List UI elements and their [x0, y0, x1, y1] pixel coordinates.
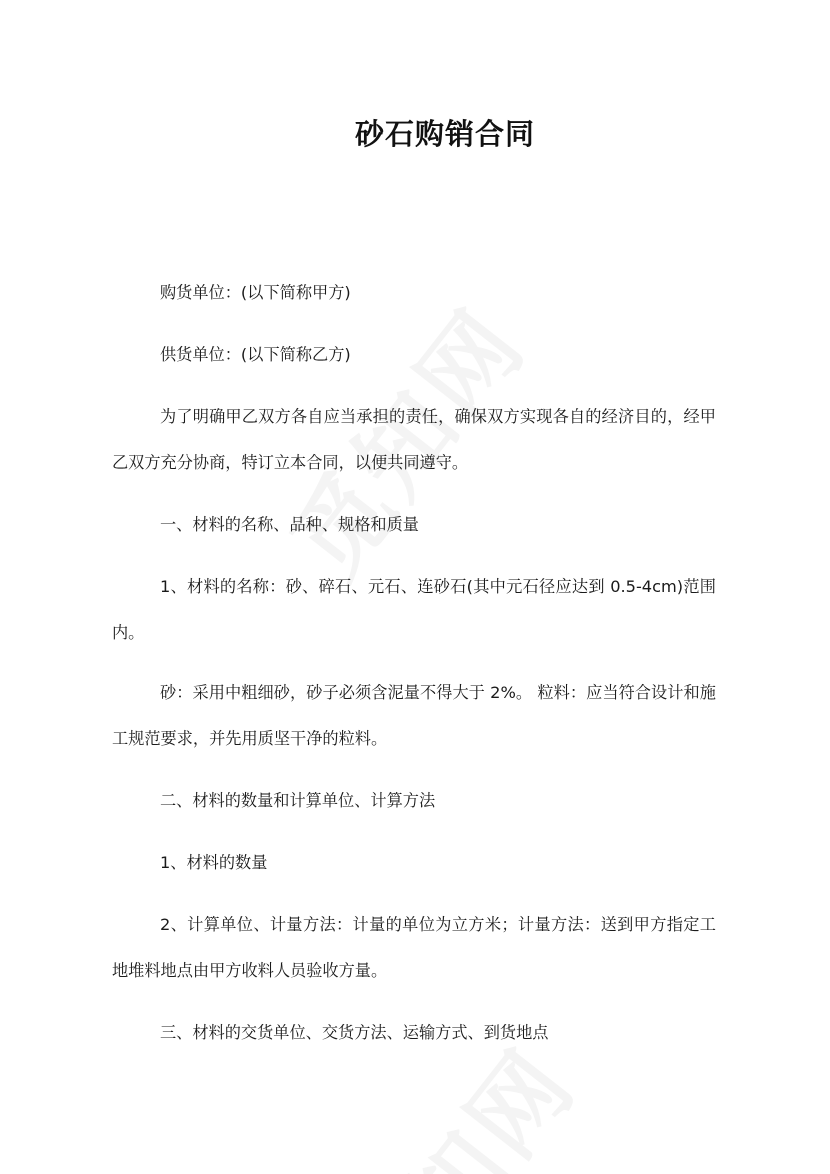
section-heading-1: 一、材料的名称、品种、规格和质量 — [160, 515, 419, 534]
paragraph-sand-spec: 砂：采用中粗细砂，砂子必须含泥量不得大于 2%。 粒料：应当符合设计和施工规范要求，并先用质坚干净的粒料。 — [112, 683, 716, 748]
paragraph-quantity: 1、材料的数量 — [160, 853, 268, 872]
paragraph-supplier: 供货单位：(以下简称乙方) — [160, 345, 351, 364]
paragraph-buyer: 购货单位：(以下简称甲方) — [160, 283, 351, 302]
section-heading-2: 二、材料的数量和计算单位、计算方法 — [160, 791, 436, 810]
paragraph-purpose: 为了明确甲乙双方各自应当承担的责任，确保双方实现各自的经济目的，经甲乙双方充分协商，特订立本合同，以便共同遵守。 — [112, 407, 716, 472]
paragraph-material-name: 1、材料的名称：砂、碎石、元石、连砂石(其中元石径应达到 0.5-4cm)范围内。 — [112, 577, 716, 642]
paragraph-calculation: 2、计算单位、计量方法：计量的单位为立方米；计量方法：送到甲方指定工地堆料地点由甲方收料人员验收方量。 — [112, 915, 716, 980]
document-title: 砂石购销合同 — [354, 117, 535, 151]
section-heading-3: 三、材料的交货单位、交货方法、运输方式、到货地点 — [160, 1023, 549, 1042]
